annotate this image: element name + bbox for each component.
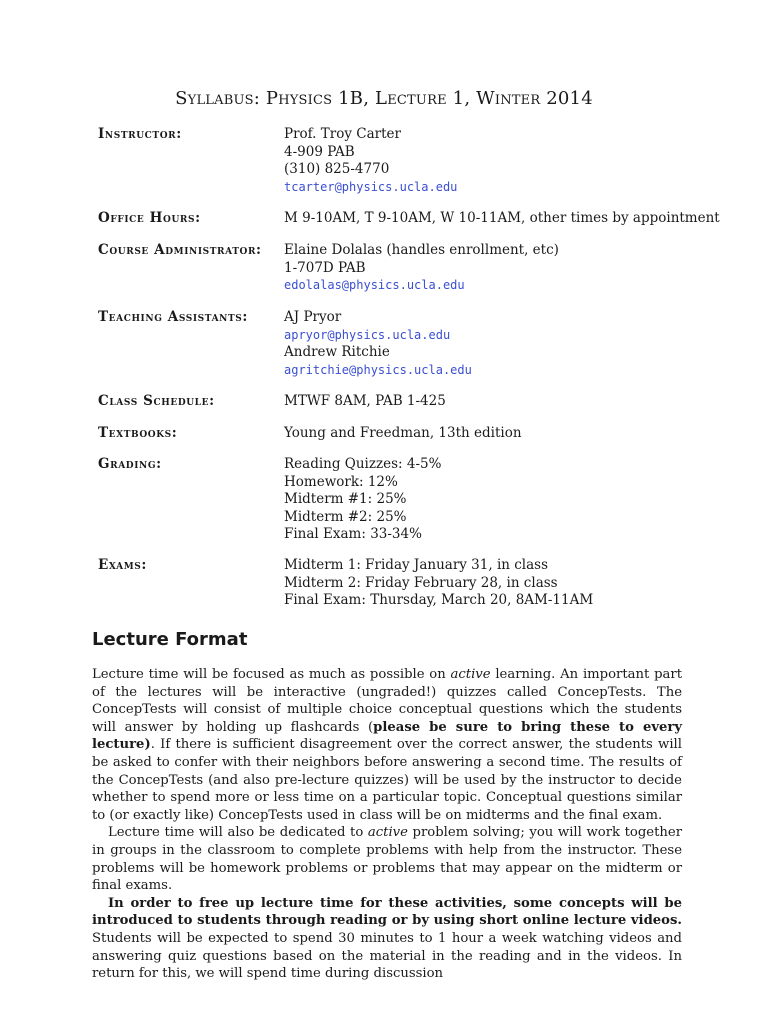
grading-value [284,456,441,544]
tas-value [284,309,472,379]
ta2-name: Andrew Ritchie [284,344,390,360]
textbooks-value [284,425,522,443]
administrator-name: Elaine Dolalas (handles enrollment, etc) [284,242,559,258]
schedule-text: MTWF 8AM, PAB 1-425 [284,393,446,409]
grading-label: Grading: [98,456,162,472]
textbooks-text: Young and Freedman, 13th edition [284,425,522,441]
p2-text-a: Lecture time will also be dedicated to [108,825,368,841]
administrator-label: Course Administrator: [98,242,262,258]
page-title: Syllabus: Physics 1B, Lecture 1, Winter 2014 [175,88,593,109]
grading-item: Final Exam: 33-34% [284,526,422,542]
lecture-format-body [92,666,682,983]
ta1-email-link[interactable]: apryor@physics.ucla.edu [284,327,451,342]
schedule-value [284,393,446,411]
p2-text-b: problem solving; you will work together in groups in the classroom to complete problems with help from the instructor. These problems will be homework problems or problems that may appear on the midterm or final exams. [92,825,682,894]
schedule-label: Class Schedule: [98,393,215,409]
instructor-email-link[interactable]: tcarter@physics.ucla.edu [284,179,458,194]
instructor-office: 4-909 PAB [284,143,355,160]
p1-text-b: learning. An important part of the lectures will be interactive (ungraded!) quizzes called ConcepTests. The ConcepTests will consist of multiple choice conceptual questions which the students will answer by holding up flashcards ( [92,667,682,735]
grading-item: Midterm #1: 25% [284,491,407,507]
lecture-format-paragraph-1 [92,666,682,824]
instructor-label: Instructor: [98,126,182,142]
p2-emphasis: active [367,825,408,841]
office-hours-label: Office Hours: [98,210,201,226]
instructor-value [284,126,457,196]
p1-emphasis: active [450,667,491,682]
lecture-format-heading: Lecture Format [92,629,248,650]
administrator-value [284,242,559,295]
p3-text-b: Students will be expected to spend 30 minutes to 1 hour a week watching videos and answering quiz questions based on the material in the reading and in the videos. In return for this, we will spend time during discussion [92,930,682,982]
grading-item: Reading Quizzes: 4-5% [284,456,442,472]
instructor-phone: (310) 825-4770 [284,161,390,177]
p3-bold: In order to free up lecture time for these activities, some concepts will be introduced to students through reading or by using short online lecture videos. [92,895,682,929]
administrator-office: 1-707D PAB [284,259,366,276]
tas-label: Teaching Assistants: [98,309,248,325]
instructor-name: Prof. Troy Carter [284,126,401,142]
exam-item: Midterm 2: Friday February 28, in class [284,574,558,591]
office-hours-value [284,210,720,228]
exam-item: Final Exam: Thursday, March 20, 8AM-11AM [284,592,594,608]
exams-label: Exams: [98,557,147,573]
lecture-format-paragraph-2 [92,824,682,894]
ta1-name: AJ Pryor [284,309,342,325]
p1-text-c: . If there is sufficient disagreement over the correct answer, the students will be asked to confer with their neighbors before answering a second time. The results of the ConcepTests (and also pre-lecture quizzes) will be used by the instructor to decide whether to spend more or less time on a particular topic. Conceptual questions similar to (or exactly like) ConcepTests used in class will be on midterms and the final exam. [92,737,682,823]
grading-item: Midterm #2: 25% [284,508,407,525]
office-hours-text: M 9-10AM, T 9-10AM, W 10-11AM, other times by appointment [284,210,720,226]
lecture-format-paragraph-3 [92,895,682,983]
administrator-email-link[interactable]: edolalas@physics.ucla.edu [284,278,465,292]
exam-item: Midterm 1: Friday January 31, in class [284,557,549,573]
ta2-email-link[interactable]: agritchie@physics.ucla.edu [284,362,472,377]
textbooks-label: Textbooks: [98,425,178,441]
p1-text-a: Lecture time will be focused as much as possible on [92,667,451,682]
exams-value [284,557,593,610]
p1-bold: please be sure to bring these to every lecture) [92,719,683,753]
grading-item: Homework: 12% [284,473,398,490]
